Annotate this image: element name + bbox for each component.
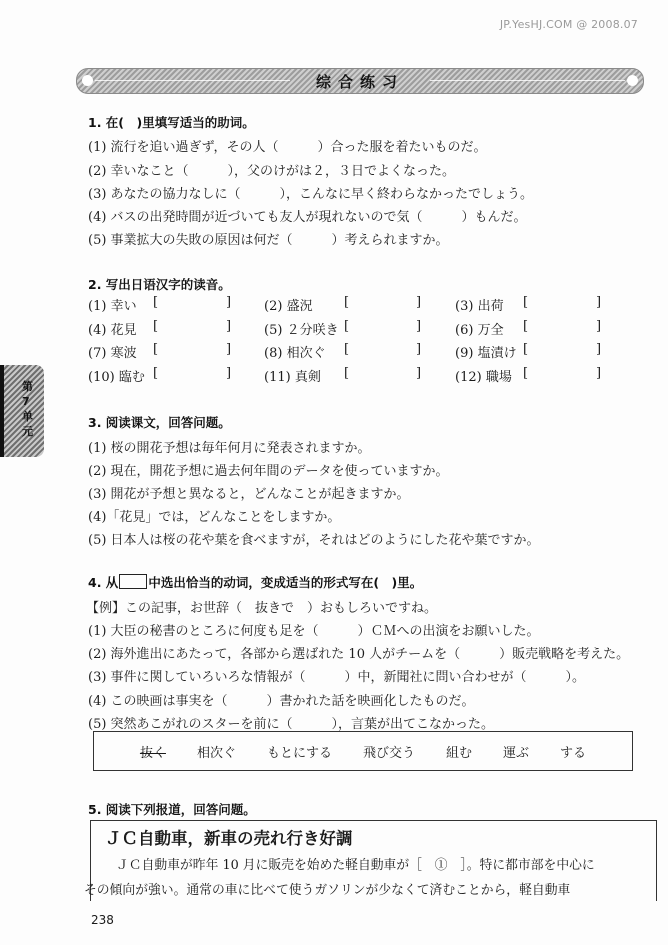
- s4-question-1: (1) 大臣の秘書のところに何度も足を（ ）ＣＭへの出演をお願いした。: [88, 624, 540, 639]
- grid-num: (3): [455, 299, 474, 314]
- answer-bracket-open[interactable]: [: [344, 365, 350, 381]
- unit-side-tab-label: 第7单元: [22, 380, 33, 438]
- grid-num: (4): [88, 322, 107, 338]
- grid-row: [88, 342, 608, 366]
- grid-num: (11): [264, 369, 291, 385]
- grid-word: 幸い: [110, 299, 137, 314]
- answer-bracket-open[interactable]: [: [523, 342, 529, 357]
- answer-bracket-open[interactable]: [: [523, 295, 529, 310]
- grid-row: [88, 366, 608, 390]
- grid-num: (10): [88, 369, 115, 385]
- answer-bracket-close: ]: [596, 295, 602, 310]
- grid-word: 相次ぐ: [286, 346, 326, 361]
- s1-question-2: (2) 幸いなこと（ ），父のけがは２，３日でよくなった。: [88, 164, 456, 179]
- grid-num: (12): [455, 369, 482, 385]
- article-paragraph-2: その傾向が強い。通常の車に比べて使うガソリンが少なくて済むことから，軽自動車: [84, 883, 571, 898]
- banner-title: 综合练习: [315, 73, 404, 91]
- s4-question-3: (3) 事件に関していろいろな情報が（ ）中，新聞社に問い合わせが（ ）。: [88, 670, 586, 685]
- answer-bracket-close: ]: [596, 342, 602, 357]
- grid-row: [88, 319, 608, 343]
- answer-bracket-close: ]: [416, 318, 422, 334]
- answer-bracket-open[interactable]: [: [153, 342, 159, 357]
- answer-bracket-close: ]: [226, 318, 232, 334]
- s1-question-5: (5) 事業拡大の失敗の原因は何だ（ ）考えられますか。: [88, 233, 449, 248]
- section-2-title: 2. 写出日语汉字的读音。: [88, 277, 231, 292]
- page-number: 238: [91, 913, 114, 927]
- s4-question-4: (4) この映画は事実を（ ）書かれた話を映画化したものだ。: [88, 694, 475, 709]
- s1-question-3: (3) あなたの協力なしに（ ），こんなに早く終わらなかったでしょう。: [88, 187, 534, 202]
- unit-side-tab: [0, 365, 44, 457]
- grid-word: 万全: [477, 322, 504, 338]
- grid-num: (5): [264, 322, 283, 338]
- grid-row: [88, 295, 608, 319]
- answer-bracket-close: ]: [226, 342, 232, 357]
- answer-bracket-open[interactable]: [: [153, 295, 159, 310]
- grid-num: (7): [88, 346, 107, 361]
- s3-question-3: (3) 開花が予想と異なると，どんなことが起きますか。: [88, 487, 410, 502]
- section-4-title-post: 中选出恰当的动词，变成适当的形式写在( )里。: [148, 575, 423, 590]
- grid-word: 花見: [110, 322, 137, 338]
- answer-bracket-open[interactable]: [: [523, 318, 529, 334]
- grid-word: ２分咲き: [286, 322, 339, 338]
- article-paragraph-1: ＪＣ自動車が昨年 10 月に販売を始めた軽自動車が［ ① ］。特に都市部を中心に: [116, 858, 595, 873]
- word-bank-item: 組む: [446, 745, 473, 761]
- answer-bracket-close: ]: [596, 365, 602, 381]
- answer-bracket-open[interactable]: [: [523, 365, 529, 381]
- answer-bracket-open[interactable]: [: [344, 318, 350, 334]
- grid-word: 臨む: [118, 369, 145, 385]
- word-bank-item: 相次ぐ: [196, 745, 236, 761]
- section-4-title: [88, 573, 422, 591]
- section-banner: [76, 68, 644, 94]
- word-bank-item: 運ぶ: [503, 745, 530, 761]
- grid-num: (8): [264, 346, 283, 361]
- answer-bracket-close: ]: [416, 365, 422, 381]
- s3-question-1: (1) 桜の開花予想は毎年何月に発表されますか。: [88, 441, 371, 456]
- grid-num: (6): [455, 322, 474, 338]
- grid-num: (1): [88, 299, 107, 314]
- answer-bracket-close: ]: [596, 318, 602, 334]
- grid-word: 塩漬け: [477, 346, 517, 361]
- answer-bracket-close: ]: [226, 295, 232, 310]
- grid-num: (9): [455, 346, 474, 361]
- watermark: JP.YesHJ.COM @ 2008.07: [499, 18, 638, 31]
- s4-question-5: (5) 突然あこがれのスターを前に（ ），言葉が出てこなかった。: [88, 717, 495, 732]
- s4-question-2: (2) 海外進出にあたって，各部から選ばれた 10 人がチームを（ ）販売戦略を考えた。: [88, 647, 630, 662]
- word-bank-item: する: [560, 745, 587, 761]
- word-bank-box: [93, 731, 633, 771]
- grid-word: 職場: [485, 369, 512, 385]
- section-1-title: 1. 在( )里填写适当的助词。: [88, 115, 255, 130]
- news-article-box: [84, 820, 657, 901]
- s3-question-5: (5) 日本人は桜の花や葉を食べますが，それはどのようにした花や葉ですか。: [88, 533, 540, 548]
- answer-bracket-open[interactable]: [: [344, 342, 350, 357]
- answer-bracket-open[interactable]: [: [344, 295, 350, 310]
- answer-bracket-close: ]: [416, 295, 422, 310]
- answer-bracket-open[interactable]: [: [153, 365, 159, 381]
- banner-dot-right: [627, 75, 638, 86]
- grid-word: 出荷: [477, 299, 504, 314]
- answer-bracket-open[interactable]: [: [153, 318, 159, 334]
- word-bank-item: 抜く: [139, 745, 166, 761]
- word-box-icon: [119, 574, 147, 589]
- answer-bracket-close: ]: [416, 342, 422, 357]
- s4-example: 【例】この記事，お世辞（ 抜きで ）おもしろいですね。: [86, 601, 438, 616]
- section-4-title-pre: 4. 从: [88, 575, 119, 590]
- s3-question-4: (4)「花見」では，どんなことをしますか。: [88, 510, 341, 525]
- grid-num: (2): [264, 299, 283, 314]
- section-3-title: 3. 阅读课文，回答问题。: [88, 415, 231, 430]
- grid-word: 盛況: [286, 299, 313, 314]
- grid-word: 真剣: [294, 369, 321, 385]
- section-5-title: 5. 阅读下列报道，回答问题。: [88, 802, 256, 817]
- answer-bracket-close: ]: [226, 365, 232, 381]
- grid-word: 寒波: [110, 346, 137, 361]
- word-bank-item: 飛び交う: [362, 745, 415, 761]
- s1-question-1: (1) 流行を追い過ぎず，その人（ ）合った服を着たいものだ。: [88, 140, 487, 155]
- s1-question-4: (4) バスの出発時間が近づいても友人が現れないので気（ ）もんだ。: [88, 210, 527, 225]
- word-bank-item: もとにする: [266, 745, 332, 761]
- article-headline: ＪＣ自動車，新車の売れ行き好調: [105, 829, 353, 848]
- banner-line-right: [430, 80, 625, 81]
- s3-question-2: (2) 現在，開花予想に過去何年間のデータを使っていますか。: [88, 464, 449, 479]
- reading-grid: [88, 295, 608, 389]
